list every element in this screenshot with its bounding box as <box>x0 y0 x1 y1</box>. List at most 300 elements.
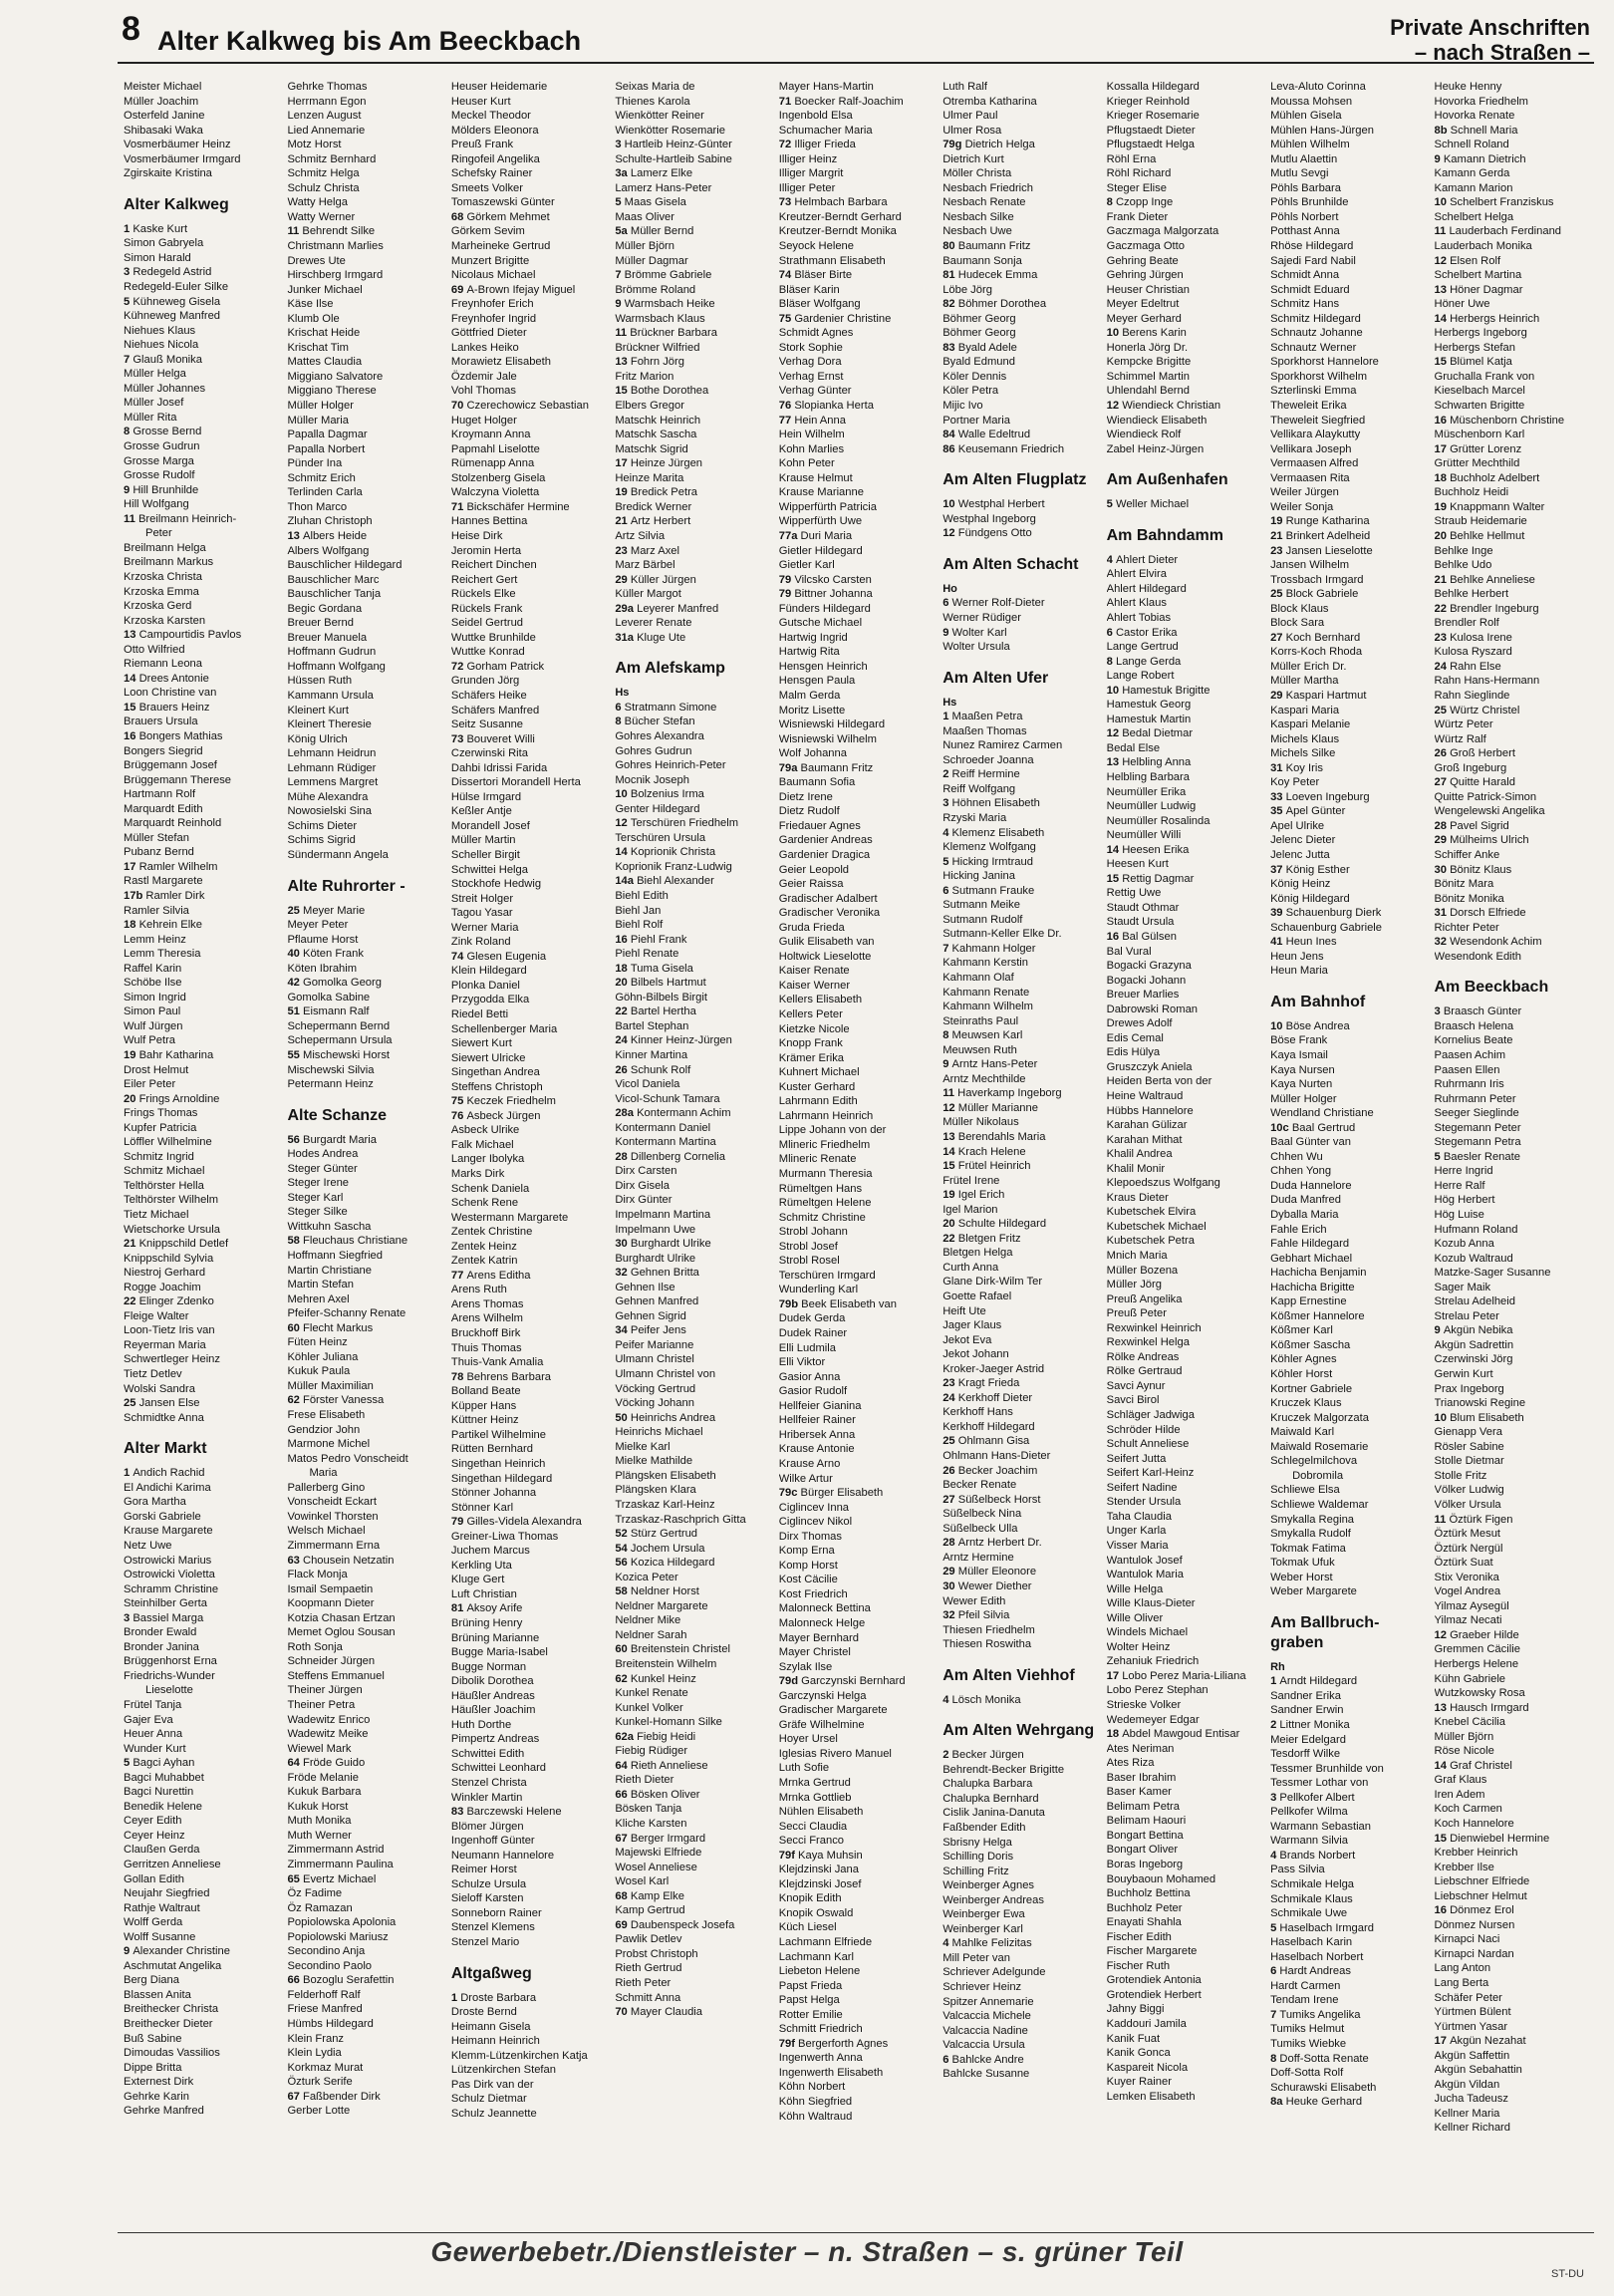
house-number: 79b <box>778 1297 802 1310</box>
resident-entry: Nowosielski Sina <box>287 805 372 818</box>
resident-entry: Kukuk Horst <box>287 1800 349 1813</box>
resident-entry: Knopik Oswald <box>778 1906 854 1919</box>
resident-entry: Riemann Leona <box>124 658 202 671</box>
resident-entry: Schiffer Anke <box>1434 848 1500 861</box>
house-number: 62 <box>287 1394 303 1407</box>
resident-entry: 19 Bredick Petra <box>615 486 698 499</box>
resident-entry: Holtwick Lieselotte <box>778 950 872 963</box>
house-number: 8 <box>1270 2052 1280 2065</box>
resident-entry: Kunkel Volker <box>615 1701 683 1714</box>
resident-entry: 79c Bürger Elisabeth <box>778 1487 884 1500</box>
resident-entry: Dippe Britta <box>124 2061 182 2074</box>
house-number: 15 <box>1434 1832 1451 1845</box>
resident-entry: Unger Karla <box>1106 1525 1167 1538</box>
resident-entry: 24 Kinner Heinz-Jürgen <box>615 1034 732 1047</box>
house-number: 19 <box>1434 500 1451 513</box>
house-number: 7 <box>1270 2008 1280 2021</box>
resident-entry: Lankes Heiko <box>450 341 519 354</box>
resident-entry: Zentek Heinz <box>450 1240 517 1253</box>
house-number: 1 <box>124 1467 134 1480</box>
resident-entry: Gerritzen Anneliese <box>124 1858 221 1870</box>
resident-entry: Lemm Heinz <box>124 933 186 946</box>
house-number: 79f <box>778 2037 799 2050</box>
house-number: 16 <box>1106 930 1123 943</box>
resident-entry: Kruczek Malgorzata <box>1270 1411 1369 1424</box>
resident-entry: Bugge Norman <box>450 1660 527 1673</box>
resident-entry: Gohres Alexandra <box>615 729 704 742</box>
resident-entry: Blassen Anita <box>124 1988 191 2001</box>
resident-entry: Weinberger Andreas <box>942 1893 1044 1906</box>
resident-entry: Müller Rita <box>124 411 177 424</box>
house-number: 4 <box>942 1693 952 1706</box>
resident-entry: Ates Riza <box>1106 1757 1155 1770</box>
house-number: 23 <box>1434 631 1451 644</box>
resident-entry: Apel Ulrike <box>1270 819 1325 832</box>
resident-entry: Möller Christa <box>942 167 1012 180</box>
resident-entry: Göttfried Dieter <box>450 327 527 340</box>
resident-entry: Braasch Helena <box>1434 1019 1514 1032</box>
resident-entry: Matschk Sigrid <box>615 442 688 455</box>
resident-entry: 28a Kontermann Achim <box>615 1107 731 1120</box>
resident-entry: 10c Baal Gertrud <box>1270 1121 1356 1134</box>
house-number: 26 <box>942 1464 958 1477</box>
resident-entry: Wiewel Mark <box>287 1742 352 1755</box>
resident-entry: Kellner Richard <box>1434 2122 1510 2135</box>
resident-entry: Heuke Henny <box>1434 81 1502 93</box>
resident-entry: Gardenier Dragica <box>778 848 871 861</box>
resident-entry: Breithecker Dieter <box>124 2018 213 2030</box>
resident-entry: Süßelbeck Ulla <box>942 1522 1018 1535</box>
street-heading: Am Bahndamm <box>1106 526 1223 544</box>
resident-entry: 82 Böhmer Dorothea <box>942 298 1047 311</box>
resident-entry: Bösken Tanja <box>615 1803 682 1816</box>
resident-entry: 10 Böse Andrea <box>1270 1019 1350 1032</box>
resident-entry: 17 Heinze Jürgen <box>615 457 703 470</box>
resident-entry: Krause Margarete <box>124 1525 213 1538</box>
house-number: 12 <box>615 817 631 830</box>
resident-entry: Hamestuk Martin <box>1106 713 1192 725</box>
resident-entry: Gohres Heinrich-Peter <box>615 759 726 772</box>
house-number: 25 <box>1270 588 1286 601</box>
house-number: 13 <box>615 356 631 369</box>
resident-entry: Hufmann Roland <box>1434 1223 1518 1236</box>
resident-entry: Wietschorke Ursula <box>124 1223 220 1236</box>
house-number: 62 <box>615 1672 631 1685</box>
resident-entry: Hübbs Hannelore <box>1106 1104 1194 1117</box>
resident-entry: Tumiks Wiebke <box>1270 2038 1347 2050</box>
resident-entry: 20 Frings Arnoldine <box>124 1092 220 1105</box>
resident-entry: Steger Silke <box>287 1206 348 1219</box>
resident-entry: Dudek Rainer <box>778 1327 848 1340</box>
resident-entry: Kaiser Renate <box>778 965 850 978</box>
resident-entry: Kortner Gabriele <box>1270 1382 1353 1395</box>
resident-entry: Hannes Bettina <box>450 515 528 528</box>
resident-entry: Kleinert Theresie <box>287 718 372 731</box>
resident-entry: Krebber Heinrich <box>1434 1847 1518 1860</box>
resident-entry: Klejdzinski Josef <box>778 1877 862 1890</box>
resident-entry: 23 Marz Axel <box>615 544 679 557</box>
resident-entry: 10 Schelbert Franziskus <box>1434 196 1554 209</box>
resident-entry: Kellner Maria <box>1434 2107 1500 2120</box>
house-number: 30 <box>1434 863 1451 876</box>
resident-entry: Jansen Wilhelm <box>1270 559 1350 572</box>
resident-entry: 79 Gilles-Videla Alexandra <box>450 1516 582 1529</box>
resident-entry: Externest Dirk <box>124 2076 194 2089</box>
resident-entry: Netz Uwe <box>124 1539 172 1552</box>
street-heading: Altgaßweg <box>450 1964 532 1982</box>
house-number: 13 <box>124 629 139 642</box>
resident-entry: Munzert Brigitte <box>450 254 530 267</box>
resident-entry: Akgün Vildan <box>1434 2078 1500 2091</box>
resident-entry: Zimmermann Paulina <box>287 1858 394 1870</box>
resident-entry: Mühlen Gisela <box>1270 110 1342 123</box>
resident-entry: Öztürk Suat <box>1434 1557 1493 1570</box>
resident-entry: Huth Dorthe <box>450 1718 512 1731</box>
resident-entry: 75 Keczek Friedhelm <box>450 1095 556 1108</box>
resident-entry: 29 Mülheims Ulrich <box>1434 834 1529 847</box>
resident-entry: Schmitz Erich <box>287 471 356 484</box>
resident-entry: Preuß Peter <box>1106 1307 1167 1320</box>
resident-entry: Piehl Renate <box>615 948 679 961</box>
resident-entry: 24 Rahn Else <box>1434 660 1501 673</box>
resident-entry: Dabrowski Roman <box>1106 1003 1199 1015</box>
resident-entry: Maiwald Karl <box>1270 1426 1335 1439</box>
resident-entry: Winkler Martin <box>450 1791 523 1804</box>
resident-entry: Hicking Janina <box>942 870 1015 883</box>
resident-entry: 32 Gehnen Britta <box>615 1267 699 1280</box>
resident-entry: Sajedi Fard Nabil <box>1270 254 1356 267</box>
resident-entry: Mayer Bernhard <box>778 1631 859 1644</box>
house-number: 72 <box>450 660 467 673</box>
resident-entry: 65 Evertz Michael <box>287 1872 377 1885</box>
resident-entry: Vellikara Joseph <box>1270 442 1352 455</box>
resident-entry: Öz Fadime <box>287 1887 343 1900</box>
house-number: 71 <box>450 500 467 513</box>
resident-entry: Sporkhorst Wilhelm <box>1270 370 1368 383</box>
resident-entry: Stender Ursula <box>1106 1496 1182 1509</box>
resident-entry: 19 Runge Katharina <box>1270 515 1370 528</box>
resident-entry: Fritz Marion <box>615 370 674 383</box>
resident-entry: 62 Förster Vanessa <box>287 1394 385 1407</box>
house-number: 5 <box>1270 1921 1280 1934</box>
resident-entry: Steffens Christoph <box>450 1080 543 1093</box>
resident-entry: Kanik Gonca <box>1106 2047 1171 2060</box>
resident-entry: Geier Raissa <box>778 878 844 891</box>
resident-entry: Matschk Sascha <box>615 429 697 441</box>
resident-entry: Breilmann Markus <box>124 556 214 569</box>
house-number: 62a <box>615 1730 638 1743</box>
resident-entry: Byald Edmund <box>942 356 1015 369</box>
resident-entry: Schims Sigrid <box>287 834 356 847</box>
resident-entry: Preuß Angelika <box>1106 1292 1183 1305</box>
resident-entry: Löbe Jörg <box>942 283 992 296</box>
resident-entry: 21 Behlke Anneliese <box>1434 573 1535 586</box>
resident-entry: Rhöse Hildegard <box>1270 240 1354 253</box>
street-heading: Am Alten Wehrgang <box>942 1722 1095 1740</box>
resident-entry: Rexwinkel Heinrich <box>1106 1321 1202 1334</box>
resident-entry: Rexwinkel Helga <box>1106 1336 1190 1349</box>
resident-entry: Schenk Daniela <box>450 1182 530 1195</box>
resident-entry: Küch Liesel <box>778 1921 837 1934</box>
resident-entry: Füten Heinz <box>287 1336 348 1349</box>
resident-entry: 26 Schunk Rolf <box>615 1063 691 1076</box>
resident-entry: Mutlu Sevgi <box>1270 167 1329 180</box>
resident-entry: Iglesias Rivero Manuel <box>778 1747 892 1760</box>
resident-entry: 3 Redegeld Astrid <box>124 266 212 279</box>
house-number: 23 <box>1270 544 1286 557</box>
resident-entry: 2 Littner Monika <box>1270 1718 1350 1731</box>
resident-entry: Schmitz Christine <box>778 1211 866 1224</box>
resident-entry: Kost Cäcilie <box>778 1574 838 1586</box>
resident-entry: 83 Byald Adele <box>942 341 1017 354</box>
resident-entry: Siewert Kurt <box>450 1037 512 1050</box>
resident-entry: Strelau Adelheid <box>1434 1295 1515 1308</box>
resident-entry: Frütel Irene <box>942 1174 1000 1187</box>
resident-entry: Kliche Karsten <box>615 1817 687 1830</box>
resident-entry: Gasior Anna <box>778 1370 841 1383</box>
resident-entry: 14 Heesen Erika <box>1106 843 1190 856</box>
resident-entry: Kaya Ismail <box>1270 1049 1328 1061</box>
house-number: 11 <box>942 1087 958 1100</box>
house-number: 13 <box>287 529 303 542</box>
resident-entry: 55 Mischewski Horst <box>287 1049 391 1061</box>
resident-entry: Schwittei Edith <box>450 1747 525 1760</box>
resident-entry: Heun Jens <box>1270 950 1324 963</box>
resident-entry: Küller Margot <box>615 588 681 601</box>
resident-entry: 11 Öztürk Figen <box>1434 1513 1513 1526</box>
resident-entry: Akgün Sebahattin <box>1434 2064 1522 2077</box>
house-number: 22 <box>942 1232 958 1245</box>
resident-entry: Kellers Elisabeth <box>778 994 863 1006</box>
resident-entry: Ohlmann Hans-Dieter <box>942 1450 1051 1463</box>
resident-entry: Hümbs Hildegard <box>287 2018 374 2030</box>
house-number: 39 <box>1270 907 1286 920</box>
resident-entry: Wuttke Brunhilde <box>450 631 536 644</box>
resident-entry: Schöbe Ilse <box>124 977 182 990</box>
resident-entry: Göhn-Bilbels Birgit <box>615 991 707 1004</box>
entry-continuation: Dobromila <box>1292 1469 1344 1482</box>
resident-entry: 11 Lauderbach Ferdinand <box>1434 225 1562 238</box>
house-number: 81 <box>450 1602 467 1615</box>
resident-entry: Claußen Gerda <box>124 1844 200 1857</box>
resident-entry: Valcaccia Nadine <box>942 2024 1028 2037</box>
resident-entry: Arens Wilhelm <box>450 1312 523 1325</box>
house-number: 18 <box>124 919 139 932</box>
resident-entry: Potthast Anna <box>1270 225 1340 238</box>
resident-entry: 27 Quitte Harald <box>1434 776 1515 789</box>
resident-entry: Kahmann Wilhelm <box>942 1001 1033 1013</box>
resident-entry: Gehnen Manfred <box>615 1295 699 1308</box>
resident-entry: Papmahl Liselotte <box>450 442 540 455</box>
resident-entry: Begic Gordana <box>287 602 363 615</box>
resident-entry: Sbrisny Helga <box>942 1836 1012 1849</box>
resident-entry: Schroeder Joanna <box>942 753 1034 766</box>
resident-entry: Kukuk Barbara <box>287 1786 362 1799</box>
resident-entry: Mrnka Gertrud <box>778 1776 851 1789</box>
resident-entry: Kreutzer-Berndt Gerhard <box>778 210 902 223</box>
resident-entry: 29 Küller Jürgen <box>615 573 696 586</box>
house-number: 1 <box>450 1991 461 2004</box>
resident-entry: 14 Graf Christel <box>1434 1759 1512 1772</box>
resident-entry: Krämer Erika <box>778 1051 845 1064</box>
resident-entry: Partikel Wilhelmine <box>450 1428 546 1441</box>
resident-entry: Vermaasen Rita <box>1270 471 1350 484</box>
house-number: 24 <box>615 1034 631 1047</box>
resident-entry: Lützenkirchen Stefan <box>450 2064 556 2077</box>
house-number: 17 <box>1106 1669 1123 1682</box>
resident-entry: Reyerman Maria <box>124 1338 206 1351</box>
resident-entry: Kozub Anna <box>1434 1238 1494 1251</box>
resident-entry: Schriever Heinz <box>942 1980 1022 1993</box>
resident-entry: Weinberger Ewa <box>942 1908 1025 1921</box>
resident-entry: Gradischer Veronika <box>778 907 881 920</box>
resident-entry: Buchholz Bettina <box>1106 1887 1191 1900</box>
house-number: 79 <box>450 1516 467 1529</box>
resident-entry: 3a Lamerz Elke <box>615 167 693 180</box>
resident-entry: 32 Pfeil Silvia <box>942 1609 1010 1622</box>
resident-entry: 10 Blum Elisabeth <box>1434 1411 1524 1424</box>
house-number: 8 <box>942 1029 952 1042</box>
resident-entry: Mattes Claudia <box>287 356 363 369</box>
resident-entry: Vonscheidt Eckart <box>287 1496 377 1509</box>
resident-entry: Strobl Josef <box>778 1240 838 1253</box>
resident-entry: Mlineric Renate <box>778 1153 857 1166</box>
resident-entry: Preuß Frank <box>450 139 514 151</box>
resident-entry: 12 Graeber Hilde <box>1434 1628 1519 1641</box>
resident-entry: Öz Ramazan <box>287 1901 353 1914</box>
house-number: 5 <box>1434 1150 1444 1163</box>
resident-entry: Grotendiek Herbert <box>1106 1988 1202 2001</box>
resident-entry: Böhmer Georg <box>942 327 1016 340</box>
resident-entry: Schmitz Helga <box>287 167 360 180</box>
resident-entry: Fischer Margarete <box>1106 1945 1198 1958</box>
resident-entry: Heiden Berta von der <box>1106 1075 1212 1088</box>
resident-entry: Gietler Hildegard <box>778 544 863 557</box>
resident-entry: Igel Marion <box>942 1203 998 1216</box>
resident-entry: 69 A-Brown Ifejay Miguel <box>450 283 576 296</box>
resident-entry: 29 Kaspari Hartmut <box>1270 689 1367 702</box>
resident-entry: Neldner Mike <box>615 1614 681 1627</box>
house-number: 71 <box>778 95 795 108</box>
house-number: 13 <box>942 1131 958 1143</box>
resident-entry: 52 Stürz Gertrud <box>615 1528 698 1541</box>
resident-entry: 77a Duri Maria <box>778 529 853 542</box>
resident-entry: Bongart Bettina <box>1106 1829 1184 1842</box>
resident-entry: Gremmen Cäcilie <box>1434 1643 1520 1656</box>
resident-entry: Popiolowski Mariusz <box>287 1930 389 1943</box>
resident-entry: Peifer Marianne <box>615 1338 694 1351</box>
resident-entry: 26 Groß Herbert <box>1434 747 1515 760</box>
house-number: 68 <box>450 210 467 223</box>
resident-entry: 76 Slopianka Herta <box>778 400 874 413</box>
resident-entry: Völker Ludwig <box>1434 1484 1504 1497</box>
resident-entry: Lehmann Heidrun <box>287 747 377 760</box>
resident-entry: 31 Koy Iris <box>1270 761 1323 774</box>
resident-entry: Hein Wilhelm <box>778 429 845 441</box>
resident-entry: Biehl Rolf <box>615 919 664 932</box>
resident-entry: 68 Görkem Mehmet <box>450 210 550 223</box>
resident-entry: 27 Süßelbeck Horst <box>942 1493 1041 1506</box>
resident-entry: Dudek Gerda <box>778 1312 846 1325</box>
resident-entry: Arens Ruth <box>450 1284 507 1296</box>
section-heading-line2: – nach Straßen – <box>1414 39 1590 65</box>
resident-entry: Herbergs Helene <box>1434 1657 1519 1670</box>
resident-entry: Komp Erna <box>778 1545 835 1558</box>
resident-entry: Kozica Peter <box>615 1571 678 1583</box>
resident-entry: Klejdzinski Jana <box>778 1864 859 1876</box>
resident-entry: Öztürk Mesut <box>1434 1528 1501 1541</box>
resident-entry: Maas Oliver <box>615 210 674 223</box>
resident-entry: Brüggenhorst Erna <box>124 1655 217 1668</box>
resident-entry: Warmann Sebastian <box>1270 1820 1372 1833</box>
resident-entry: Singethan Andrea <box>450 1066 540 1079</box>
resident-entry: Ruhrmann Peter <box>1434 1092 1516 1105</box>
resident-entry: Ingenwerth Elisabeth <box>778 2066 884 2079</box>
resident-entry: Dissertori Morandell Herta <box>450 776 581 789</box>
resident-entry: Kroymann Anna <box>450 429 531 441</box>
resident-entry: Sandner Erwin <box>1270 1704 1344 1717</box>
resident-entry: Hribersek Anna <box>778 1428 856 1441</box>
resident-entry: Hovorka Friedhelm <box>1434 95 1529 108</box>
resident-entry: 1 Kaske Kurt <box>124 222 188 235</box>
house-number: 5 <box>124 295 134 308</box>
house-number: 8 <box>1106 655 1116 668</box>
resident-entry: Müller Nikolaus <box>942 1116 1019 1129</box>
resident-entry: El Andichi Karima <box>124 1481 211 1494</box>
house-number: 17 <box>1434 442 1451 455</box>
resident-entry: 58 Neldner Horst <box>615 1585 699 1598</box>
house-number: 19 <box>942 1189 958 1202</box>
resident-entry: Schmidt Anna <box>1270 269 1340 282</box>
resident-entry: Stönner Johanna <box>450 1487 537 1500</box>
resident-entry: Bruckhoff Birk <box>450 1327 521 1340</box>
resident-entry: Ingenbold Elsa <box>778 110 853 123</box>
resident-entry: Eiler Peter <box>124 1078 176 1091</box>
resident-entry: Hellfeier Gianina <box>778 1399 862 1412</box>
resident-entry: Klein Lydia <box>287 2047 342 2060</box>
resident-entry: Rettig Uwe <box>1106 887 1162 900</box>
resident-entry: Akgün Saffettin <box>1434 2049 1510 2062</box>
resident-entry: Secondino Anja <box>287 1945 366 1958</box>
resident-entry: 23 Jansen Lieselotte <box>1270 544 1373 557</box>
resident-entry: Theiner Jürgen <box>287 1684 363 1697</box>
resident-entry: Gomolka Sabine <box>287 991 371 1004</box>
resident-entry: Mnich Maria <box>1106 1250 1168 1263</box>
resident-entry: Küpper Hans <box>450 1399 517 1412</box>
resident-entry: Loon-Tietz Iris van <box>124 1324 215 1337</box>
resident-entry: Papalla Dagmar <box>287 429 368 441</box>
resident-entry: Knopp Frank <box>778 1037 843 1050</box>
resident-entry: Brüggemann Josef <box>124 759 217 772</box>
resident-entry: Genter Hildegard <box>615 802 700 815</box>
resident-entry: 68 Kamp Elke <box>615 1889 684 1902</box>
resident-entry: Bläser Karin <box>778 283 840 296</box>
house-number: 4 <box>1106 553 1116 566</box>
resident-entry: Fischer Ruth <box>1106 1959 1171 1972</box>
resident-entry: 37 König Esther <box>1270 863 1350 876</box>
resident-entry: 12 Terschüren Friedhelm <box>615 817 739 830</box>
resident-entry: Raffel Karin <box>124 962 182 975</box>
resident-entry: Zabel Heinz-Jürgen <box>1106 442 1205 455</box>
resident-entry: Trzaskaz Karl-Heinz <box>615 1498 715 1511</box>
resident-entry: Krischat Tim <box>287 341 349 354</box>
resident-entry: 30 Bönitz Klaus <box>1434 863 1512 876</box>
resident-entry: Lachmann Elfriede <box>778 1936 873 1948</box>
resident-entry: Herbergs Ingeborg <box>1434 327 1527 340</box>
resident-entry: Meyer Peter <box>287 919 349 932</box>
resident-entry: 25 Meyer Marie <box>287 904 366 917</box>
resident-entry: Hoffmann Wolfgang <box>287 660 386 673</box>
